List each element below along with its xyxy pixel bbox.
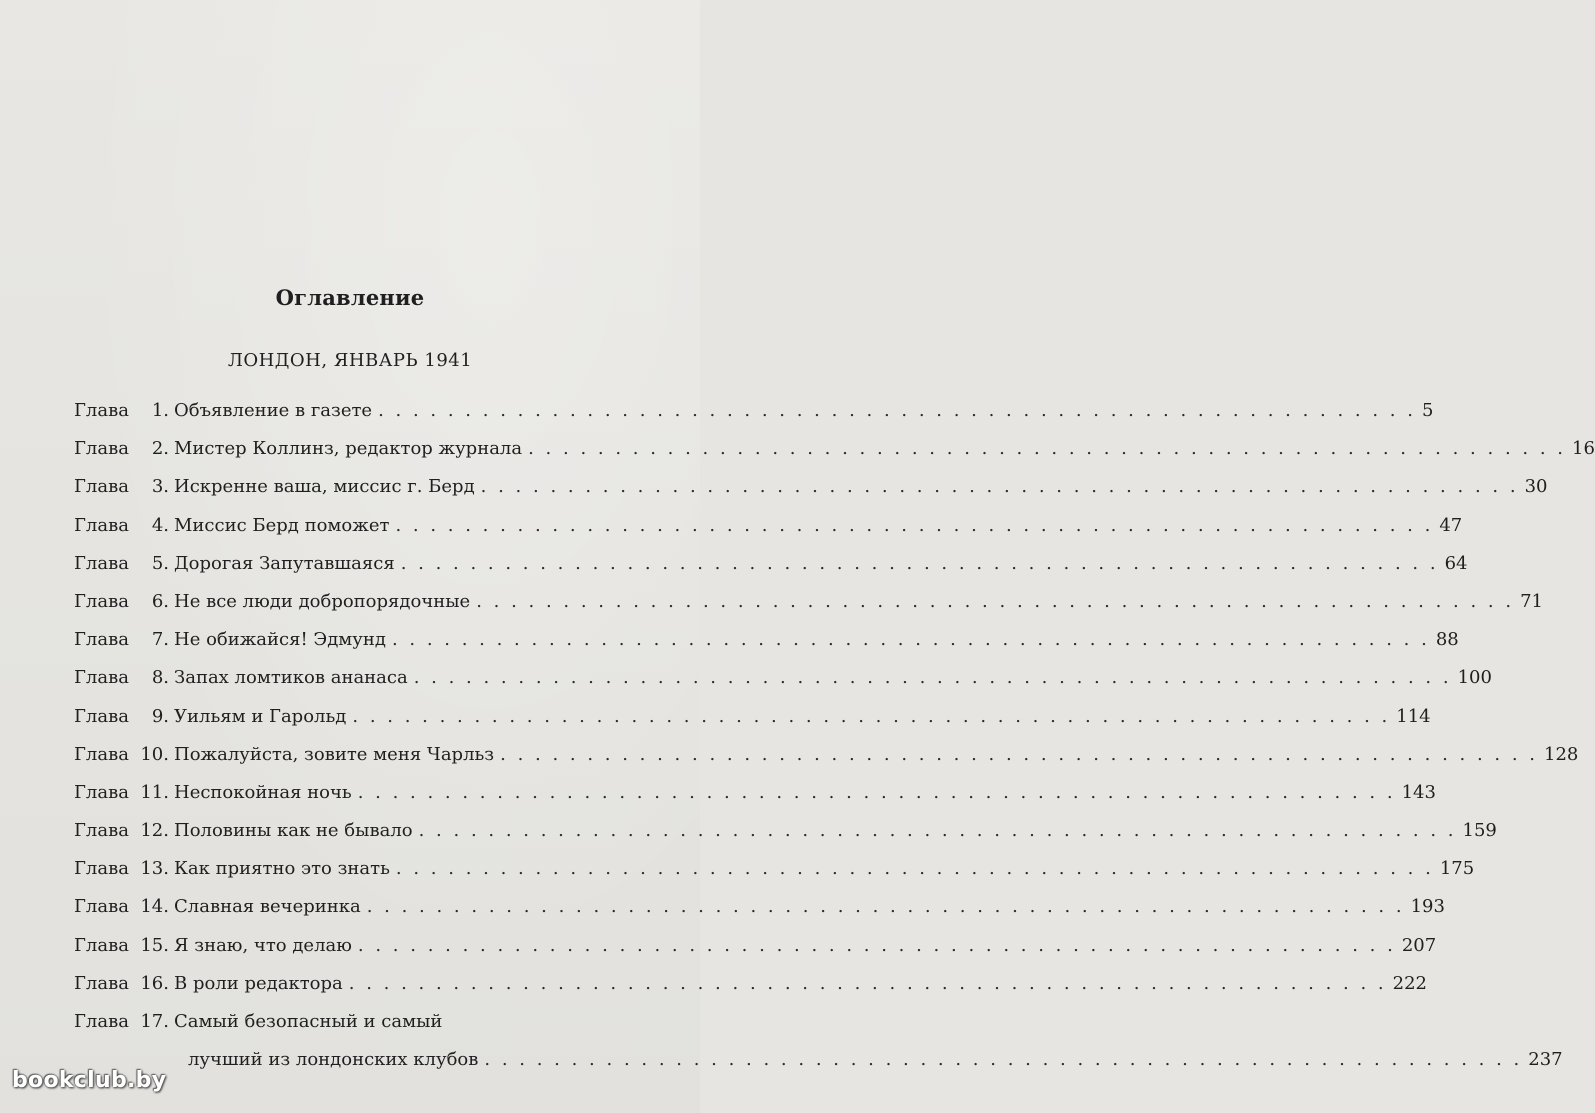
chapter-word: Глава: [74, 858, 129, 880]
dot-leader: [419, 812, 1457, 850]
dot-leader: [476, 583, 1514, 621]
chapter-number: 2.: [151, 438, 169, 460]
toc-title: Оглавление: [275, 285, 425, 310]
page-number: 114: [1396, 705, 1431, 727]
page-number: 128: [1544, 743, 1579, 765]
chapter-word: Глава: [74, 400, 129, 421]
toc-entry: [74, 507, 1463, 545]
page-number: 88: [1435, 629, 1459, 651]
page-number: 71: [1520, 590, 1543, 612]
chapter-number: 13.: [140, 858, 169, 880]
chapter-number: 14.: [140, 896, 169, 918]
chapter-number: 3.: [151, 476, 169, 498]
page-number: 175: [1439, 858, 1475, 880]
chapter-word: Глава: [74, 590, 129, 612]
dot-leader: [349, 965, 1387, 1003]
chapter-word: Глава: [74, 476, 129, 498]
toc-entry: [74, 621, 1459, 659]
chapter-word: Глава: [74, 743, 129, 765]
chapter-title: Не все люди добропорядочные: [174, 590, 471, 612]
chapter-number: 11.: [140, 781, 169, 803]
toc-entry: [74, 392, 1434, 430]
dot-leader: [528, 430, 1566, 468]
section-title: ЛОНДОН, ЯНВАРЬ 1941: [227, 350, 473, 371]
toc-entry: [74, 659, 1492, 697]
watermark-logo: bookclub.by: [12, 1068, 167, 1093]
toc-entry: [74, 927, 1437, 965]
chapter-number: 1.: [151, 400, 169, 421]
chapter-word: Глава: [74, 438, 129, 460]
toc-entry: [74, 698, 1431, 736]
dot-leader: [358, 927, 1396, 965]
dot-leader: [392, 621, 1430, 659]
chapter-number: 12.: [140, 820, 169, 842]
chapter-title: Запах ломтиков ананаса: [174, 667, 408, 689]
chapter-title: Уильям и Гарольд: [174, 705, 347, 727]
toc-entry: [74, 736, 1579, 774]
chapter-number: 17.: [140, 1011, 169, 1032]
dot-leader: [358, 774, 1396, 812]
toc-entry: [74, 468, 1548, 506]
chapter-title: Миссис Берд поможет: [174, 514, 390, 536]
chapter-word: Глава: [74, 781, 129, 803]
page-number: 30: [1524, 476, 1548, 498]
dot-leader: [396, 850, 1434, 888]
chapter-number: 15.: [140, 934, 169, 956]
chapter-title: Половины как не бывало: [174, 820, 413, 842]
chapter-title: Славная вечеринка: [174, 896, 361, 918]
chapter-title: Объявление в газете: [174, 400, 373, 421]
page-number: 143: [1401, 781, 1436, 803]
chapter-number: 4.: [151, 514, 169, 536]
chapter-title-line-1: Самый безопасный и самый: [174, 1011, 443, 1032]
page-number: 207: [1401, 934, 1437, 956]
table-of-contents: [74, 392, 1595, 1079]
page-number: 222: [1392, 972, 1427, 994]
chapter-word: Глава: [74, 629, 129, 651]
chapter-title: Неспокойная ночь: [174, 781, 352, 803]
page-number: 237: [1528, 1049, 1563, 1070]
toc-entry: [74, 888, 1445, 926]
chapter-title: Я знаю, что делаю: [174, 934, 352, 956]
page-number: 193: [1410, 896, 1445, 918]
page-number: 16: [1572, 438, 1595, 460]
chapter-title: Как приятно это знать: [174, 858, 390, 880]
chapter-number: 9.: [151, 705, 169, 727]
chapter-word: Глава: [74, 972, 129, 994]
chapter-word: Глава: [74, 514, 129, 536]
chapter-word: Глава: [74, 896, 129, 918]
chapter-title: Не обижайся! Эдмунд: [174, 629, 386, 651]
page-number: 100: [1457, 667, 1492, 689]
dot-leader: [378, 392, 1416, 430]
chapter-number: 7.: [151, 629, 169, 651]
dot-leader: [352, 698, 1390, 736]
page-number: 47: [1439, 514, 1463, 536]
chapter-title: Пожалуйста, зовите меня Чарльз: [174, 743, 495, 765]
toc-entry: [74, 774, 1436, 812]
chapter-word: Глава: [74, 667, 129, 689]
dot-leader: [367, 888, 1405, 926]
chapter-number: 16.: [140, 972, 169, 994]
chapter-title-line-2: лучший из лондонских клубов: [188, 1049, 479, 1070]
chapter-title: Мистер Коллинз, редактор журнала: [174, 438, 523, 460]
chapter-word: Глава: [74, 934, 129, 956]
dot-leader: [395, 507, 1433, 545]
chapter-number: 6.: [151, 590, 169, 612]
toc-entry: [74, 850, 1475, 888]
dot-leader: [500, 736, 1538, 774]
dot-leader: [484, 1041, 1522, 1079]
toc-entry: [74, 965, 1427, 1003]
chapter-title: Дорогая Запутавшаяся: [174, 552, 395, 574]
chapter-title: Искренне ваша, миссис г. Берд: [174, 476, 475, 498]
page-number: 64: [1444, 552, 1468, 574]
toc-entry: [74, 430, 1595, 468]
dot-leader: [481, 468, 1519, 506]
toc-entry: [74, 812, 1497, 850]
toc-entry: [74, 545, 1468, 583]
page-number: 5: [1421, 400, 1434, 421]
toc-entry: [74, 583, 1543, 621]
chapter-word: Глава: [74, 705, 129, 727]
chapter-number: 10.: [140, 743, 169, 765]
chapter-word: Глава: [74, 820, 129, 842]
chapter-title: В роли редактора: [174, 972, 343, 994]
page-number: 159: [1462, 820, 1497, 842]
chapter-word: Глава: [74, 552, 129, 574]
dot-leader: [401, 545, 1439, 583]
dot-leader: [414, 659, 1452, 697]
chapter-number: 8.: [151, 667, 169, 689]
chapter-number: 5.: [151, 552, 169, 574]
chapter-word: Глава: [74, 1011, 129, 1032]
